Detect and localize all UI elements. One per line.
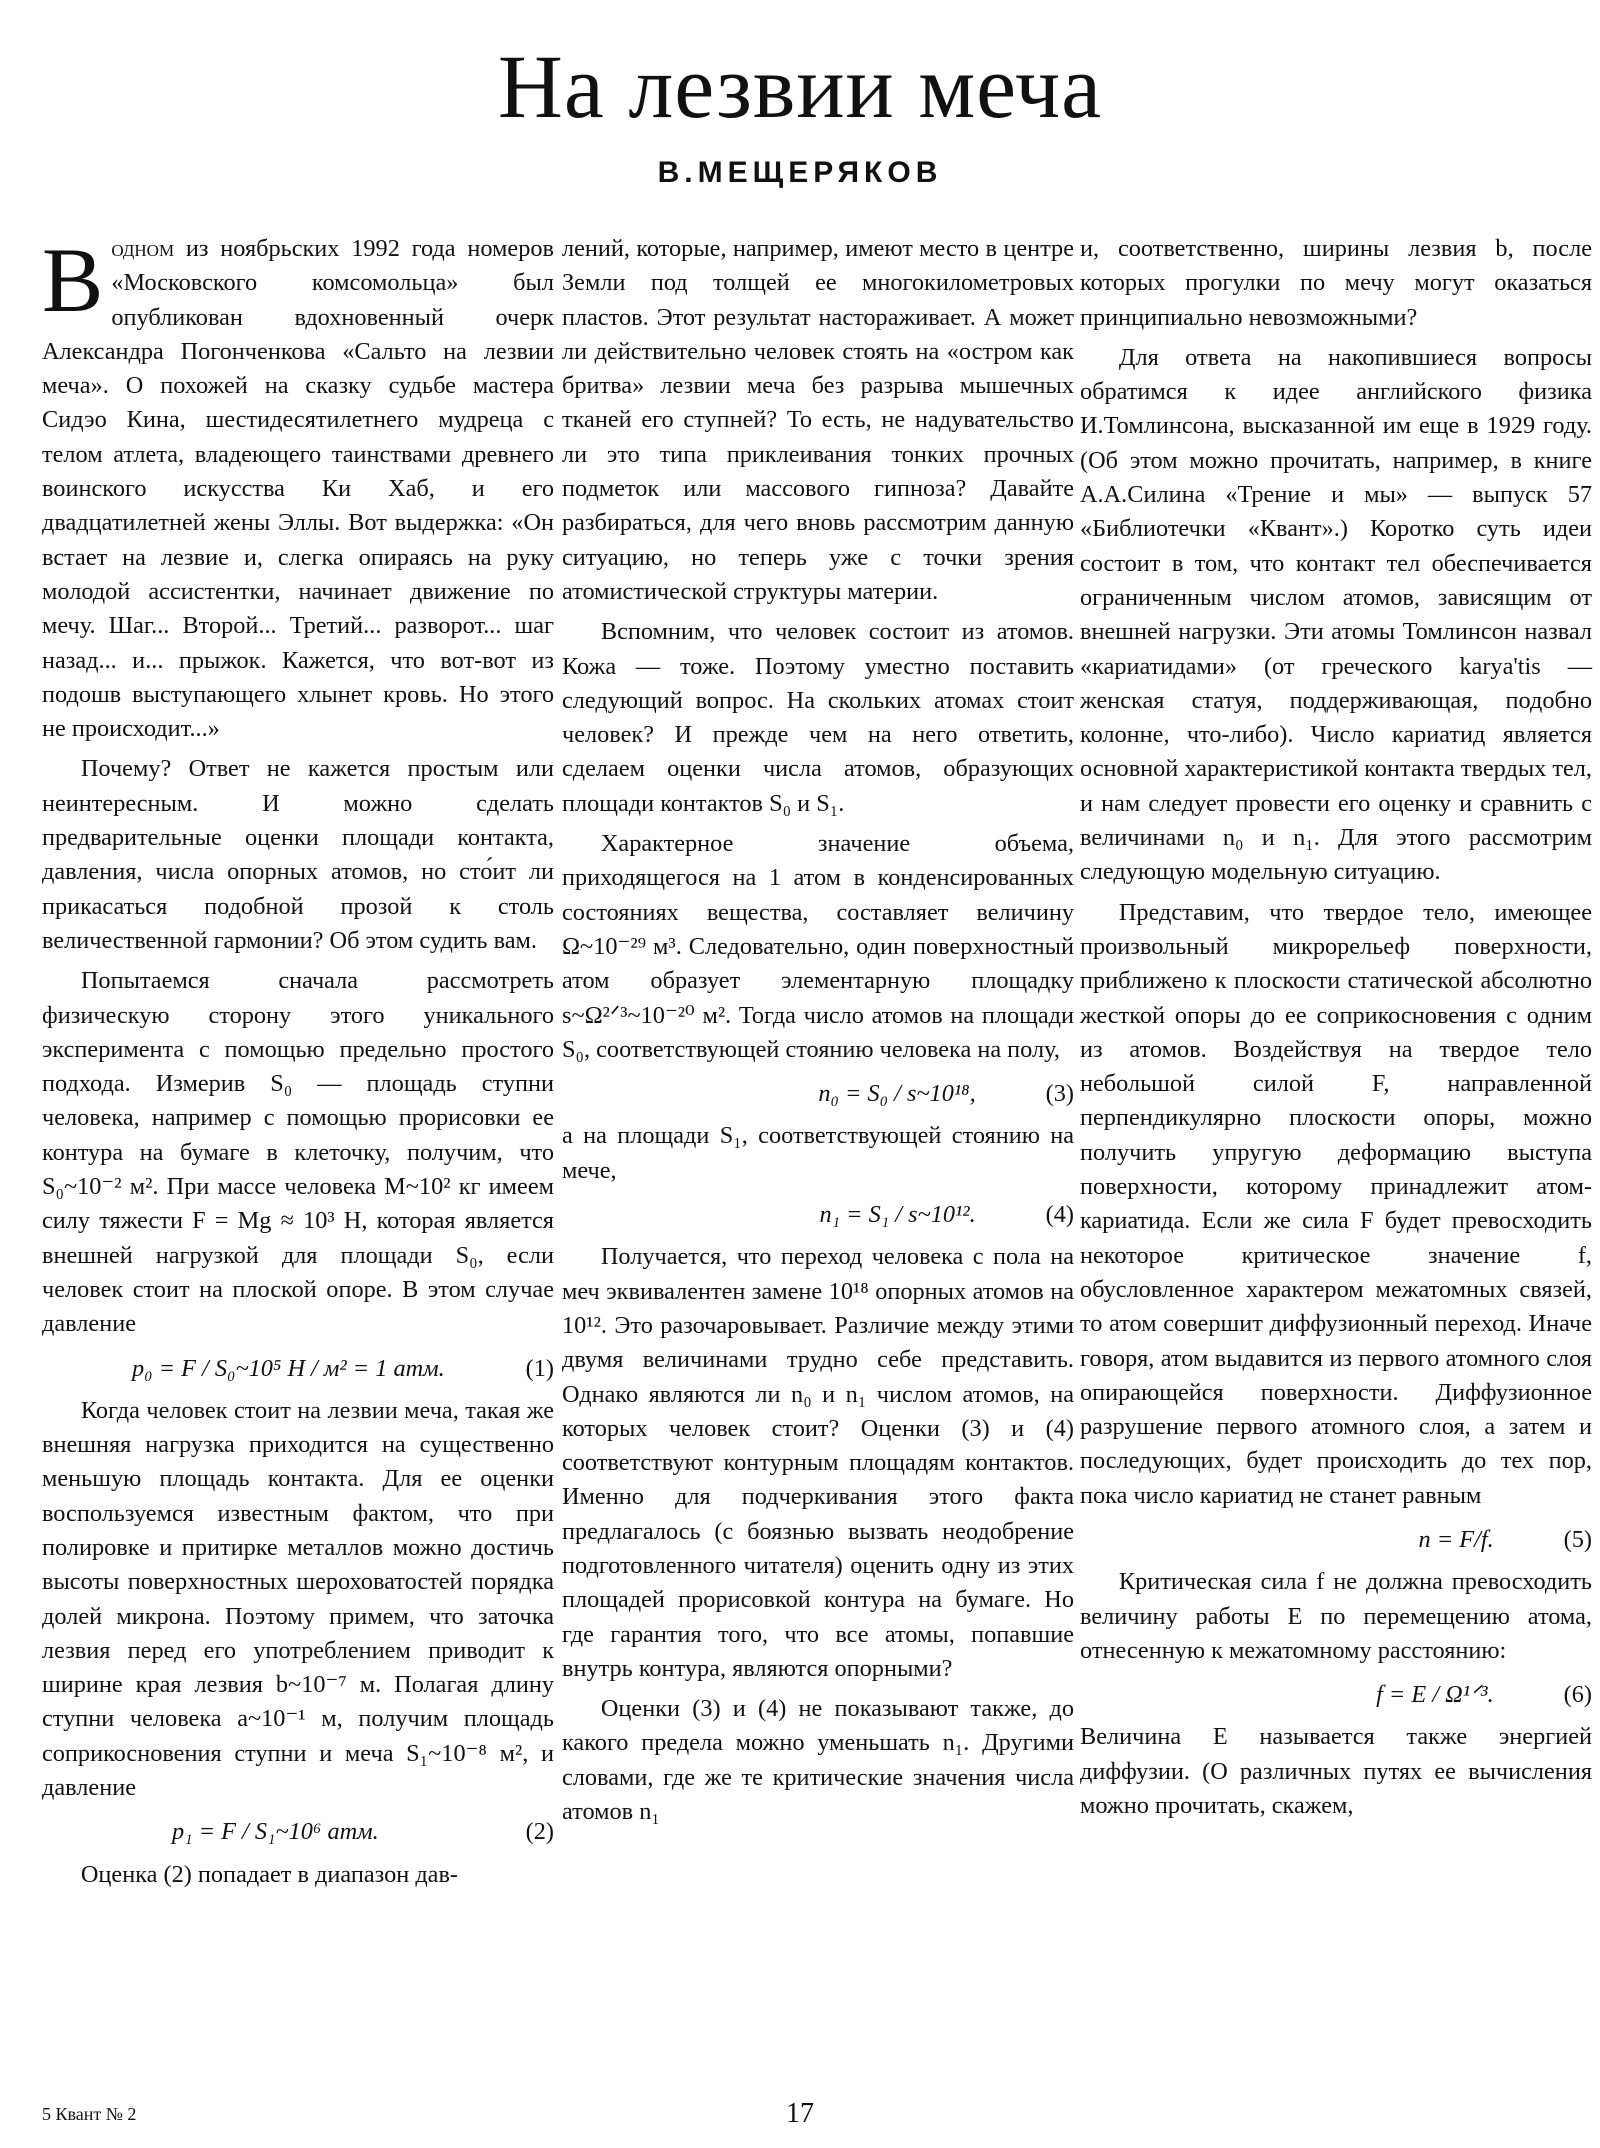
- page-number: 17: [786, 2098, 814, 2129]
- equation-6: [1080, 1678, 1592, 1712]
- equation-number: (6): [1563, 1681, 1592, 1709]
- paragraph: и, соответственно, ширины лезвия b, после которых прогулки по мечу могут оказаться принципиально невозможными?: [1080, 235, 1592, 331]
- equation-5: [1080, 1523, 1592, 1557]
- paragraph: Для ответа на накопившиеся вопросы обратимся к идее английского физика И.Томлинсона, высказанной им еще в 1929 году. (Об этом можно прочитать, например, в книге А.А.Силина «Трение и мы» — выпуск 57 «Библиотечки «Квант».) Коротко суть идеи состоит в том, что контакт тел обеспечивается ограниченным числом атомов, зависящим от внешней нагрузки. Эти атомы Томлинсон назвал «кариатидами» (от греческого karya'tis — женская статуя, поддерживающая, подобно колонне, что-либо). Число кариатид является основной характеристикой контакта твердых тел, и нам следует провести его оценку и сравнить с величинами n₀ и n₁. Для этого рассмотрим следующую модельную ситуацию.: [1080, 343, 1592, 886]
- paragraph-text: из ноябрьских 1992 года номеров «Московского комсомольца» был опубликован вдохновенный очерк Александра Погонченкова «Сальто на лезвии меча». О похожей на сказку судьбе мастера Сидэо Кина, шестидесятилетнего мудреца с телом атлета, владеющего таинствами древнего воинского искусства Ки Хаб, и его двадцатилетней жены Эллы. Вот выдержка: «Он встает на лезвие и, слегка опираясь на руку молодой ассистентки, начинает движение по мечу. Шаг... Второй... Третий... разворот... шаг назад... и... прыжок. Кажется, что вот-вот из подошв выступающего хлынет кровь. Но этого не происходит...»: [42, 235, 554, 743]
- paragraph: Величина E называется также энергией диффузии. (О различных путях ее вычисления можно прочитать, скажем,: [1080, 1723, 1592, 1820]
- article-author: В.МЕЩЕРЯКОВ: [657, 156, 943, 189]
- paragraph: Вспомним, что человек состоит из атомов. Кожа — тоже. Поэтому уместно поставить следующий вопрос. На скольких атомах стоит человек? И прежде чем на него ответить, сделаем оценки числа атомов, образующих площади контактов S₀ и S₁.: [562, 618, 1074, 817]
- equation-number: (3): [1045, 1080, 1074, 1108]
- text-column-2: [562, 232, 1074, 1829]
- text-column-3: [1080, 232, 1592, 1823]
- equation-formula: p₁ = F / S₁~10⁶ атм.: [172, 1818, 379, 1846]
- text-column-1: [42, 229, 554, 1892]
- paragraph: Характерное значение объема, приходящегося на 1 атом в конденсированных состояниях вещества, составляет величину Ω~10⁻²⁹ м³. Следовательно, один поверхностный атом образует элементарную площадку s~Ω²ᐟ³~10⁻²⁰ м². Тогда число атомов на площади S₀, соответствующей стоянию человека на полу,: [562, 830, 1074, 1063]
- paragraph: Представим, что твердое тело, имеющее произвольный микрорельеф поверхности, приближено к плоскости статической абсолютно жесткой опоры до ее соприкосновения с одним из атомов. Воздействуя на твердое тело небольшой силой F, направленной перпендикулярно плоскости опоры, можно получить упругую деформацию выступа поверхности, которому принадлежит атом-кариатида. Если же сила F будет превосходить некоторое критическое значение f, обусловленное характером межатомных связей, то атом совершит диффузионный переход. Иначе говоря, атом выдавится из первого атомного слоя опирающейся поверхности. Диффузионное разрушение первого атомного слоя, а затем и последующих, будет происходить до тех пор, пока число кариатид не станет равным: [1080, 898, 1592, 1509]
- equation-3: [562, 1077, 1074, 1111]
- drop-cap: В: [42, 229, 104, 331]
- equation-formula: n₀ = S₀ / s~10¹⁸,: [818, 1080, 976, 1108]
- paragraph: а на площади S₁, соответствующей стоянию на мече,: [562, 1122, 1074, 1184]
- paragraph: Оценки (3) и (4) не показывают также, до какого предела можно уменьшать n₁. Другими словами, где же те критические значения числа атомов n₁: [562, 1695, 1074, 1826]
- equation-formula: p₀ = F / S₀~10⁵ Н / м² = 1 атм.: [132, 1354, 445, 1382]
- equation-4: [562, 1198, 1074, 1232]
- paragraph: лений, которые, например, имеют место в центре Земли под толщей ее многокилометровых пластов. Этот результат настораживает. А может ли действительно человек стоять на «остром как бритва» лезвии меча без разрыва мышечных тканей его ступней? То есть, не надувательство ли это типа приклеивания тонких прочных подметок или массового гипноза? Давайте разбираться, для чего вновь рассмотрим данную ситуацию, но теперь уже с точки зрения атомистической структуры материи.: [562, 235, 1074, 605]
- paragraph: Получается, что переход человека с пола на меч эквивалентен замене 10¹⁸ опорных атомов на 10¹². Это разочаровывает. Различие между этими двумя величинами трудно себе представить. Однако являются ли n₀ и n₁ числом атомов, на которых человек стоит? Оценки (3) и (4) соответствуют контурным площадям контактов. Именно для подчеркивания этого факта предлагалось (с боязнью вызвать неодобрение подготовленного читателя) оценить одну из этих площадей прорисовкой контура на бумаге. Но где гарантия того, что все атомы, попавшие внутрь контура, являются опорными?: [562, 1243, 1074, 1682]
- paragraph: Когда человек стоит на лезвии меча, такая же внешняя нагрузка приходится на существенно меньшую площадь контакта. Для ее оценки воспользуемся известным фактом, что при полировке и притирке металлов можно достичь высоты поверхностных шероховатостей порядка долей микрона. Поэтому примем, что заточка лезвия перед его употреблением приводит к ширине края лезвия b~10⁻⁷ м. Полагая длину ступни человека a~10⁻¹ м, получим площадь соприкосновения ступни и меча S₁~10⁻⁸ м², и давление: [42, 1396, 554, 1802]
- lead-in: одном: [111, 235, 175, 262]
- paragraph: [42, 229, 554, 746]
- equation-number: (4): [1045, 1201, 1074, 1229]
- equation-formula: f = E / Ω¹ᐟ³.: [1376, 1681, 1494, 1709]
- paragraph: Попытаемся сначала рассмотреть физическую сторону этого уникального эксперимента с помощью предельно простого подхода. Измерив S₀ — площадь ступни человека, например с помощью прорисовки ее контура на бумаге в клеточку, получим, что S₀~10⁻² м². При массе человека M~10² кг имеем силу тяжести F = Mg ≈ 10³ Н, которая является внешней нагрузкой для площади S₀, если человек стоит на плоской опоре. В этом случае давление: [42, 967, 554, 1338]
- paragraph: Оценка (2) попадает в диапазон дав-: [80, 1860, 459, 1888]
- equation-1: [42, 1352, 554, 1386]
- journal-footer: 5 Квант № 2: [42, 2104, 137, 2124]
- equation-formula: n = F/f.: [1418, 1525, 1494, 1553]
- equation-2: [42, 1815, 554, 1849]
- article-title: На лезвии меча: [497, 38, 1103, 137]
- equation-formula: n₁ = S₁ / s~10¹².: [819, 1201, 976, 1229]
- paragraph: Почему? Ответ не кажется простым или неинтересным. И можно сделать предварительные оценки площади контакта, давления, числа опорных атомов, но сто́ит ли прикасаться подобной прозой к столь величественной гармонии? Об этом судить вам.: [42, 755, 554, 954]
- paragraph: Критическая сила f не должна превосходить величину работы E по перемещению атома, отнесенную к межатомному расстоянию:: [1080, 1568, 1592, 1664]
- equation-number: (5): [1563, 1525, 1592, 1553]
- equation-number: (2): [525, 1818, 554, 1846]
- equation-number: (1): [525, 1354, 554, 1382]
